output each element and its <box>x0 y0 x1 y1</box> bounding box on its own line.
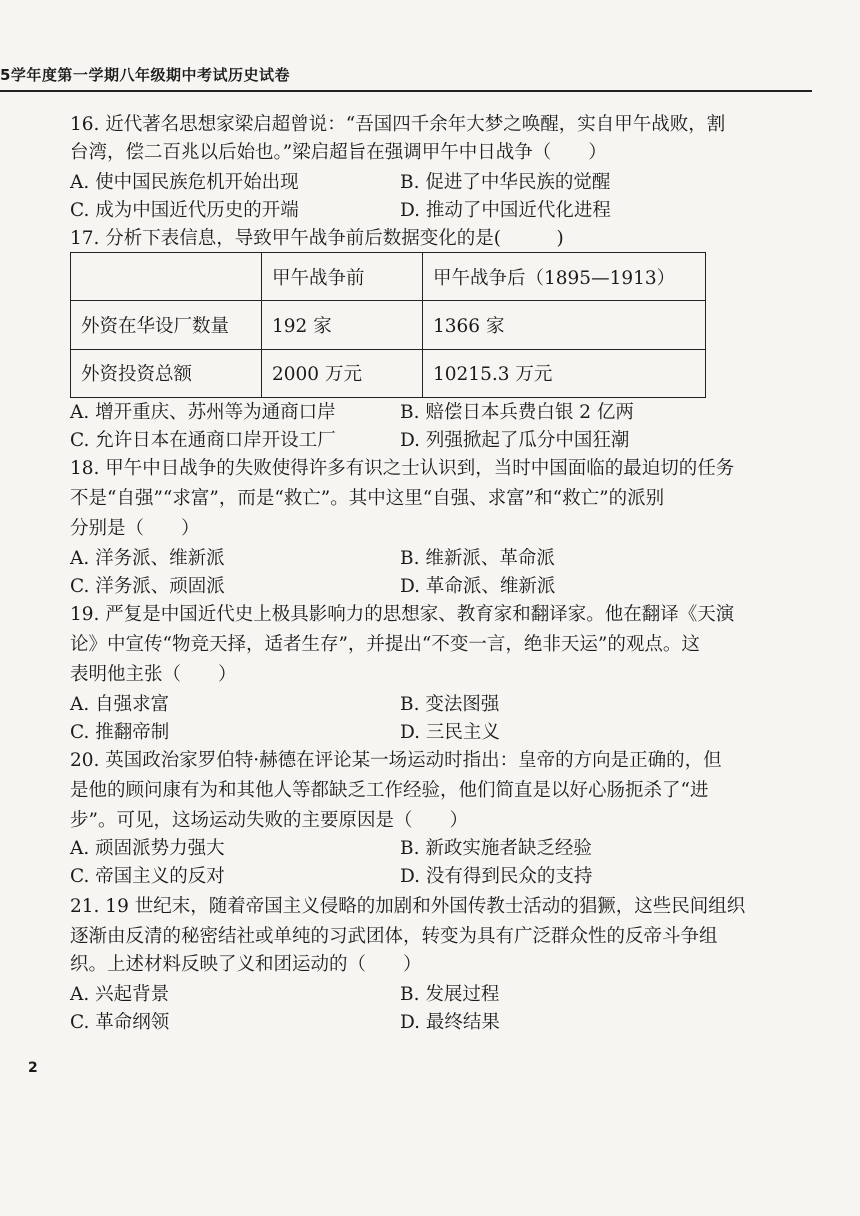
table-header-cell: 甲午战争后（1895—1913） <box>423 253 706 301</box>
q17-data-table <box>70 252 706 398</box>
q16-stem-line1: 16. 近代著名思想家梁启超曾说：“吾国四千余年大梦之唤醒，实自甲午战败，割 <box>70 114 726 135</box>
table-row <box>71 301 706 349</box>
q20-option-c: C. 帝国主义的反对 <box>70 866 225 887</box>
page-number: 2 <box>28 1060 38 1076</box>
q21-option-c: C. 革命纲领 <box>70 1012 170 1033</box>
table-cell: 1366 家 <box>423 301 706 349</box>
q18-option-b: B. 维新派、革命派 <box>400 548 555 569</box>
table-row <box>71 349 706 397</box>
q21-option-a: A. 兴起背景 <box>70 984 170 1005</box>
q19-stem-line3: 表明他主张（ ） <box>70 664 237 685</box>
q17-stem-line1: 17. 分析下表信息，导致甲午战争前后数据变化的是( ) <box>70 228 564 249</box>
header-divider <box>0 90 812 92</box>
q16-option-a: A. 使中国民族危机开始出现 <box>70 172 299 193</box>
q18-option-c: C. 洋务派、顽固派 <box>70 576 225 597</box>
q17-option-a: A. 增开重庆、苏州等为通商口岸 <box>70 402 336 423</box>
q19-option-c: C. 推翻帝制 <box>70 722 170 743</box>
q20-option-b: B. 新政实施者缺乏经验 <box>400 838 592 859</box>
table-header-cell <box>71 253 262 301</box>
q20-stem-line3: 步”。可见，这场运动失败的主要原因是（ ） <box>70 810 468 831</box>
q20-option-a: A. 顽固派势力强大 <box>70 838 225 859</box>
q20-stem-line2: 是他的顾问康有为和其他人等都缺乏工作经验，他们简直是以好心肠扼杀了“进 <box>70 780 709 801</box>
q18-stem-line3: 分别是（ ） <box>70 518 200 539</box>
q20-option-d: D. 没有得到民众的支持 <box>400 866 593 887</box>
q16-option-c: C. 成为中国近代历史的开端 <box>70 200 299 221</box>
q21-option-d: D. 最终结果 <box>400 1012 500 1033</box>
q17-option-b: B. 赔偿日本兵费白银 2 亿两 <box>400 402 634 423</box>
table-cell: 10215.3 万元 <box>423 349 706 397</box>
q18-option-a: A. 洋务派、维新派 <box>70 548 225 569</box>
table-header-cell: 甲午战争前 <box>262 253 423 301</box>
table-cell: 2000 万元 <box>262 349 423 397</box>
q18-stem-line2: 不是“自强”“求富”，而是“救亡”。其中这里“自强、求富”和“救亡”的派别 <box>70 488 665 509</box>
exam-title: 5学年度第一学期八年级期中考试历史试卷 <box>0 66 290 84</box>
table-cell: 外资在华设厂数量 <box>71 301 262 349</box>
q16-stem-line2: 台湾，偿二百兆以后始也。”梁启超旨在强调甲午中日战争（ ） <box>70 142 607 163</box>
q20-stem-line1: 20. 英国政治家罗伯特·赫德在评论某一场运动时指出：皇帝的方向是正确的，但 <box>70 750 722 771</box>
q21-stem-line3: 织。上述材料反映了义和团运动的（ ） <box>70 954 422 975</box>
q17-option-c: C. 允许日本在通商口岸开设工厂 <box>70 430 336 451</box>
q17-option-d: D. 列强掀起了瓜分中国狂潮 <box>400 430 630 451</box>
q19-option-a: A. 自强求富 <box>70 694 170 715</box>
q19-stem-line2: 论》中宣传“物竞天择，适者生存”，并提出“不变一言，绝非天运”的观点。这 <box>70 634 700 655</box>
q16-option-d: D. 推动了中国近代化进程 <box>400 200 611 221</box>
q18-option-d: D. 革命派、维新派 <box>400 576 556 597</box>
q21-stem-line2: 逐渐由反清的秘密结社或单纯的习武团体，转变为具有广泛群众性的反帝斗争组 <box>70 926 718 947</box>
q18-stem-line1: 18. 甲午中日战争的失败使得许多有识之士认识到，当时中国面临的最迫切的任务 <box>70 458 735 479</box>
table-cell: 192 家 <box>262 301 423 349</box>
q19-option-b: B. 变法图强 <box>400 694 500 715</box>
exam-header <box>0 58 820 88</box>
q16-option-b: B. 促进了中华民族的觉醒 <box>400 172 611 193</box>
q19-stem-line1: 19. 严复是中国近代史上极具影响力的思想家、教育家和翻译家。他在翻译《天演 <box>70 604 735 625</box>
q19-option-d: D. 三民主义 <box>400 722 500 743</box>
table-header-row <box>71 253 706 301</box>
q21-stem-line1: 21. 19 世纪末，随着帝国主义侵略的加剧和外国传教士活动的猖獗，这些民间组织 <box>70 896 746 917</box>
table-cell: 外资投资总额 <box>71 349 262 397</box>
q21-option-b: B. 发展过程 <box>400 984 500 1005</box>
